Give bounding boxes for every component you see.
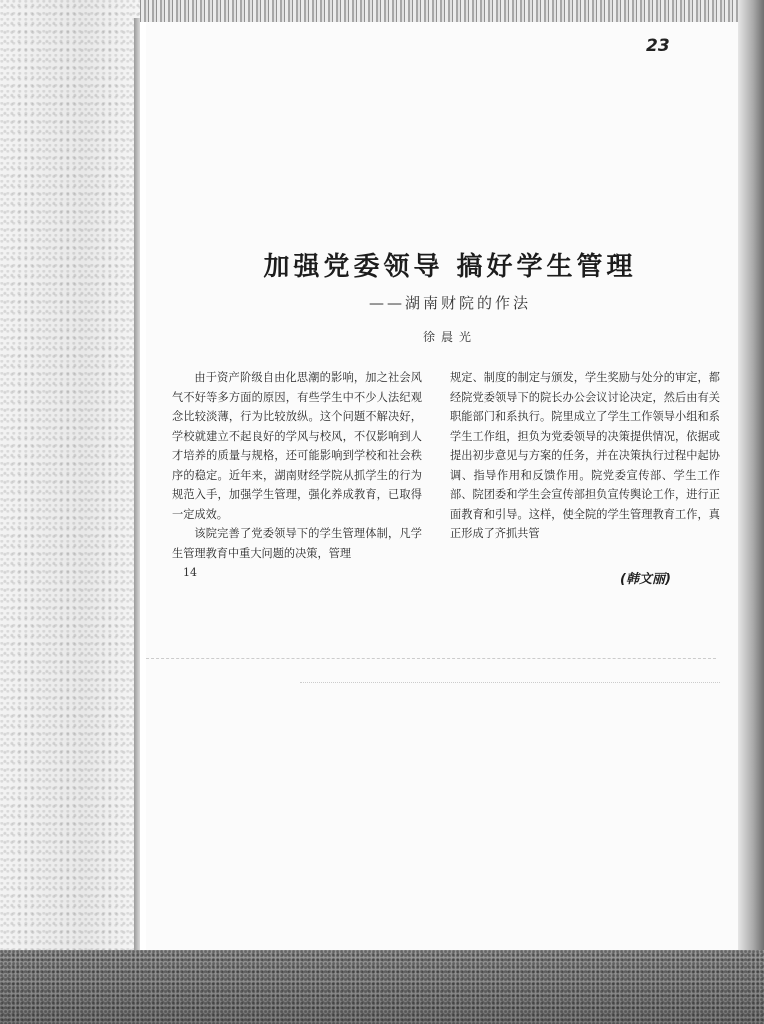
body-column-left [172, 368, 422, 563]
scan-edge-bottom [0, 950, 764, 1024]
scan-artifact-line [146, 658, 716, 659]
paragraph: 规定、制度的制定与颁发，学生奖励与处分的审定，都经院党委领导下的院长办公会议讨论决定，然后由有关职能部门和系执行。院里成立了学生工作领导小组和系学生工作组，担负为党委领导的决策提供情况，依据或提出初步意见与方案的任务，并在决策执行过程中起协调、指导作用和反馈作用。院党委宣传部、学生工作部、院团委和学生会宣传部担负宣传舆论工作，进行正面教育和引导。这样，使全院的学生管理教育工作，真正形成了齐抓共管 [450, 371, 720, 540]
handwritten-signature: (韩文丽) [620, 572, 671, 587]
scan-edge-left [0, 0, 140, 1024]
body-column-right [450, 368, 720, 544]
article-title: 加强党委领导 搞好学生管理 [263, 252, 637, 282]
article-author: 徐晨光 [422, 330, 477, 344]
paragraph: 由于资产阶级自由化思潮的影响，加之社会风气不好等多方面的原因，有些学生中不少人法纪观念比较淡薄，行为比较放纵。这个问题不解决好，学校就建立不起良好的学风与校风，不仅影响到人才培养的质量与规格，还可能影响到学校和社会秩序的稳定。近年来，湖南财经学院从抓学生的行为规范入手，加强学生管理，强化养成教育，已取得一定成效。 [172, 371, 422, 521]
scan-edge-right [738, 0, 764, 1024]
folio-number: 14 [183, 566, 197, 579]
page-number: 23 [646, 36, 670, 56]
paragraph: 该院完善了党委领导下的学生管理体制，凡学生管理教育中重大问题的决策，管理 [172, 527, 422, 560]
scan-artifact-line [300, 682, 720, 683]
article-subtitle: ——湖南财院的作法 [368, 294, 531, 312]
